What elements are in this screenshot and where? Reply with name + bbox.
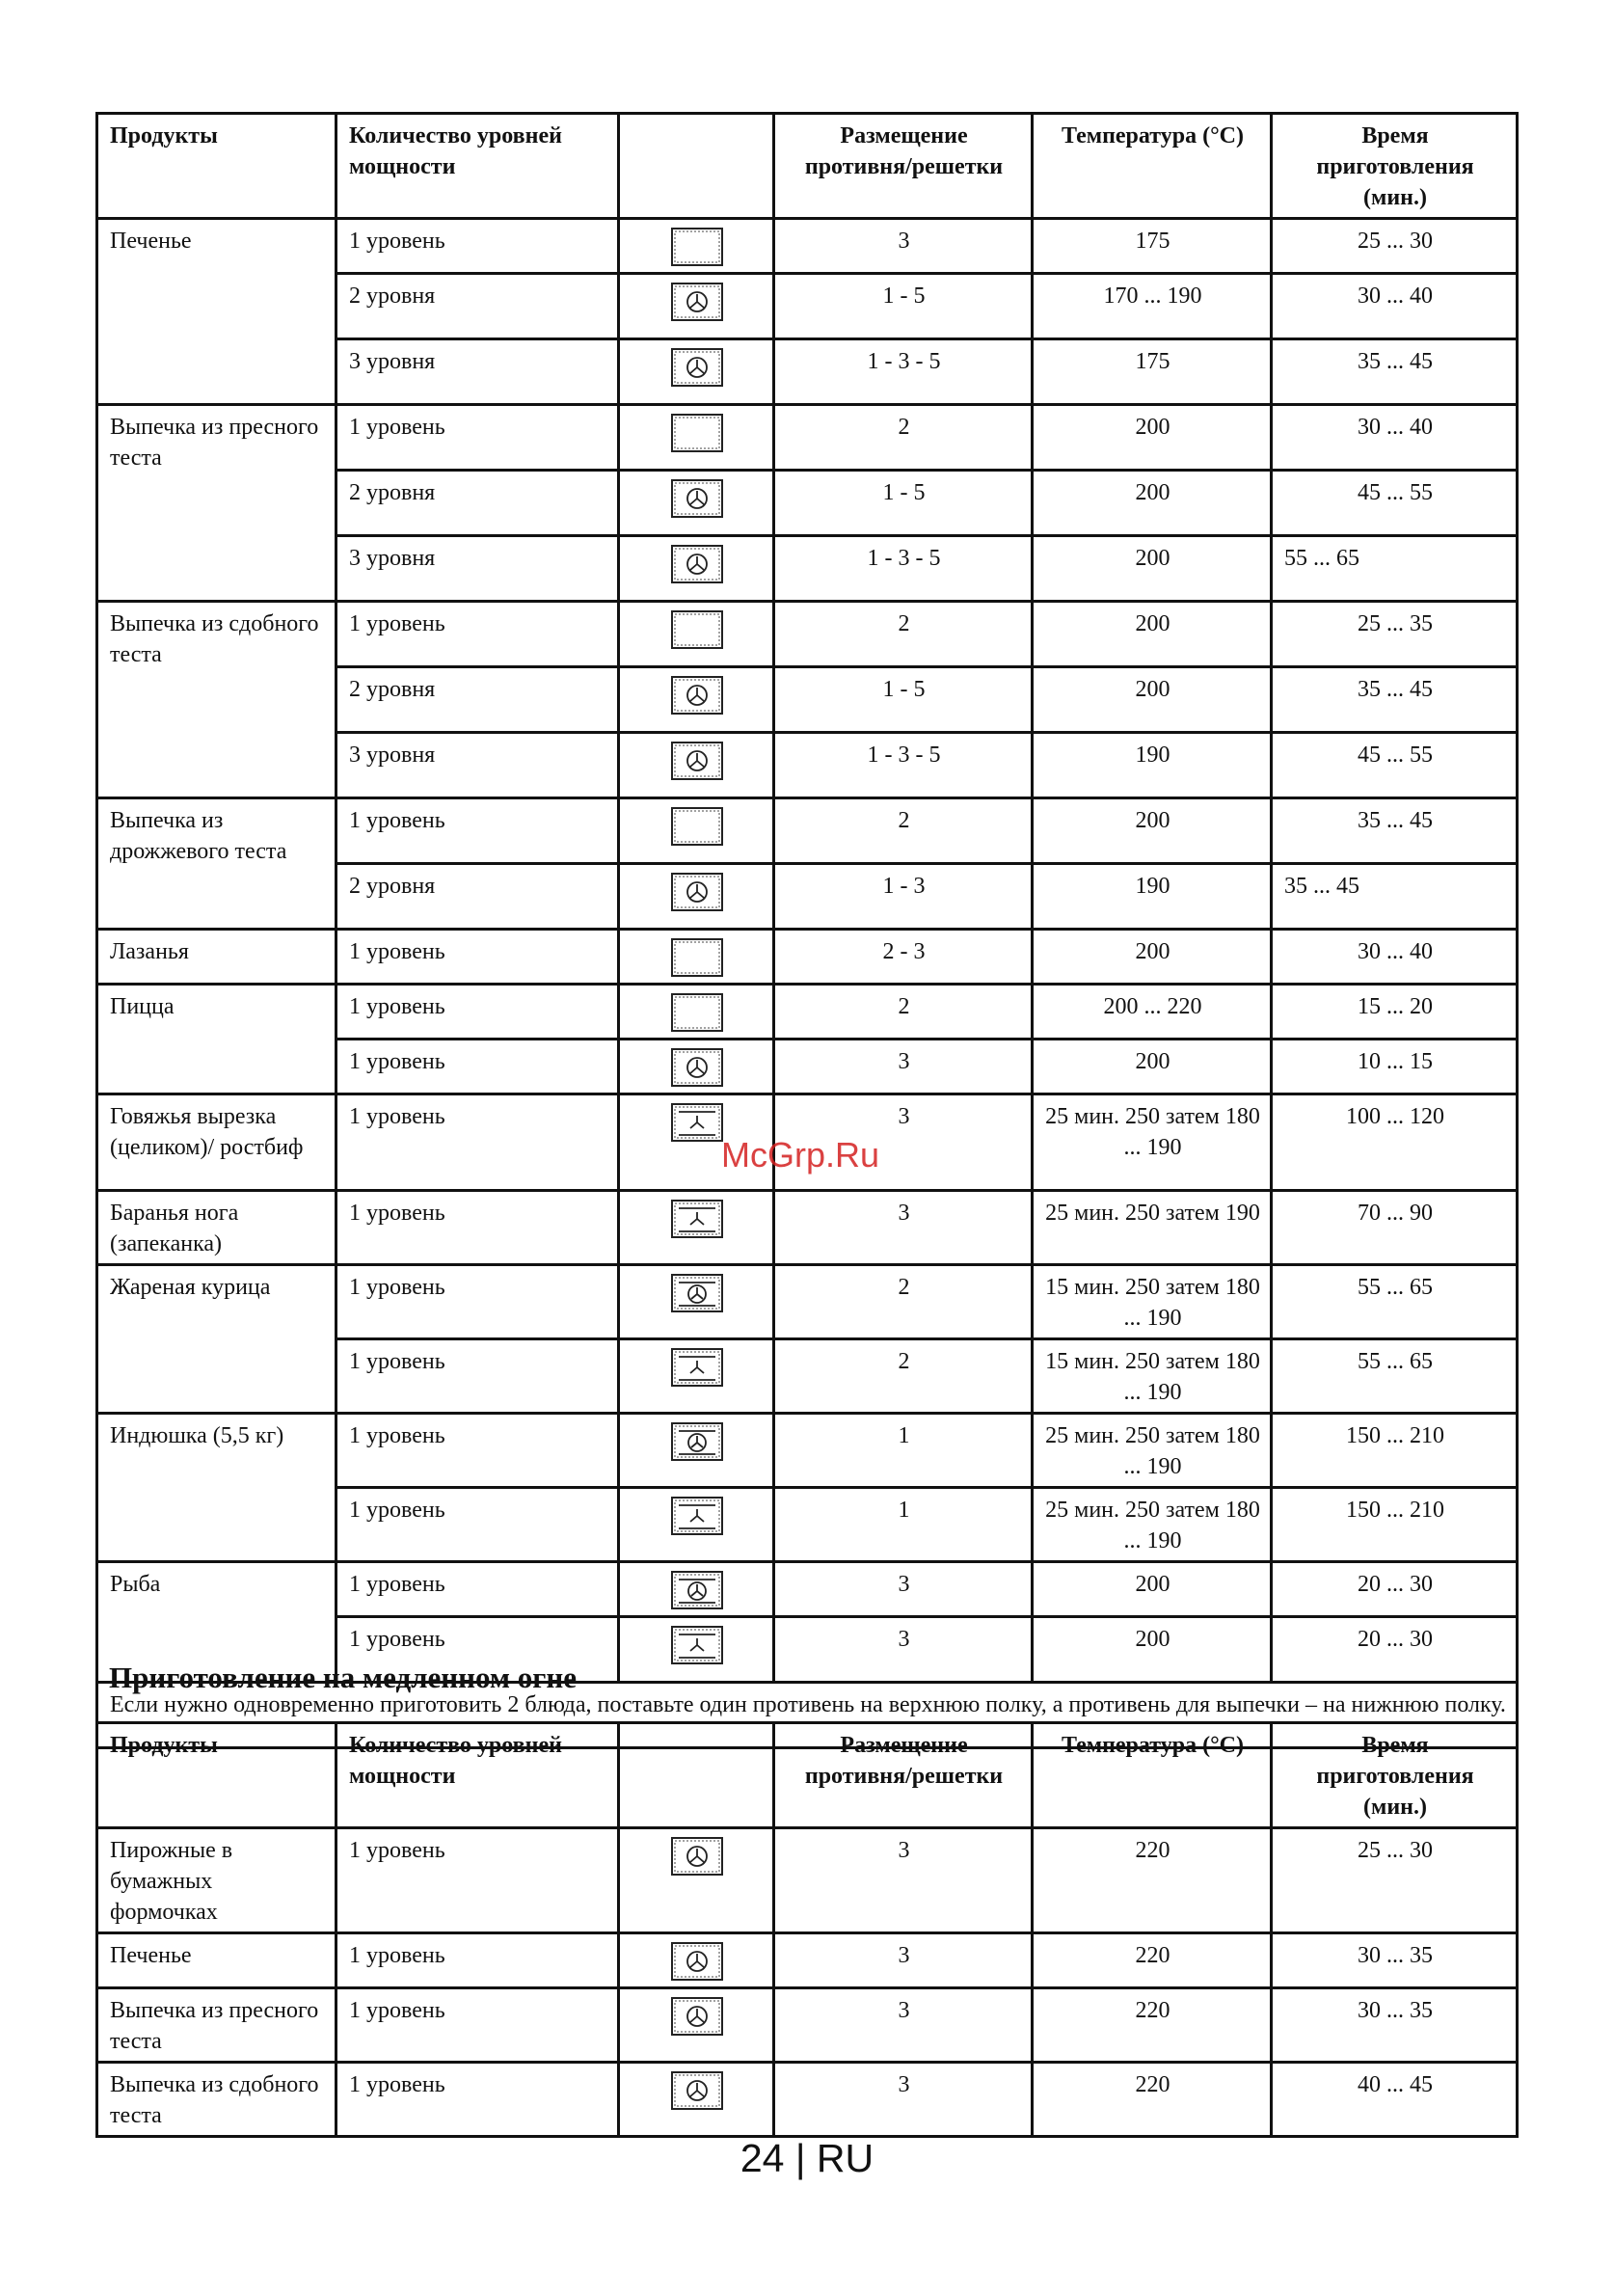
mode-cell (619, 1617, 774, 1683)
fan-heat-icon (669, 2069, 725, 2112)
fan-grill-icon (669, 1495, 725, 1537)
header-time: Время приготовления (мин.) (1272, 1723, 1518, 1828)
time-cell: 45 ... 55 (1272, 471, 1518, 536)
temperature-cell: 175 (1033, 339, 1272, 405)
fan-grill-full-icon (669, 1272, 725, 1314)
temperature-cell: 200 (1033, 1617, 1272, 1683)
static-heat-icon (669, 991, 725, 1034)
time-cell: 30 ... 40 (1272, 274, 1518, 339)
temperature-cell: 200 ... 220 (1033, 985, 1272, 1040)
time-cell: 15 ... 20 (1272, 985, 1518, 1040)
level-cell: 1 уровень (336, 1414, 619, 1488)
placement-cell: 1 - 3 - 5 (774, 339, 1033, 405)
fan-heat-icon (669, 543, 725, 585)
product-cell: Индюшка (5,5 кг) (97, 1414, 336, 1562)
placement-cell: 3 (774, 1562, 1033, 1617)
header-levels: Количество уровней мощности (336, 1723, 619, 1828)
table-row (97, 2063, 1518, 2137)
temperature-cell: 25 мин. 250 затем 180 ... 190 (1033, 1414, 1272, 1488)
page-number: 24 | RU (740, 2136, 874, 2180)
placement-cell: 2 (774, 602, 1033, 667)
placement-cell: 1 - 3 - 5 (774, 733, 1033, 798)
mode-cell (619, 733, 774, 798)
level-cell: 2 уровня (336, 274, 619, 339)
fan-grill-icon (669, 1101, 725, 1144)
fan-grill-icon (669, 1346, 725, 1389)
table-row (97, 1933, 1518, 1988)
placement-cell: 3 (774, 1094, 1033, 1191)
product-cell: Говяжья вырезка (целиком)/ ростбиф (97, 1094, 336, 1191)
mode-cell (619, 1339, 774, 1414)
time-cell: 35 ... 45 (1272, 339, 1518, 405)
product-cell: Баранья нога (запеканка) (97, 1191, 336, 1265)
fan-heat-icon (669, 346, 725, 389)
header-mode (619, 114, 774, 219)
fan-grill-full-icon (669, 1569, 725, 1611)
table-row (97, 930, 1518, 985)
slow-cooking-table (95, 1721, 1519, 2138)
table-row (97, 602, 1518, 667)
mode-cell (619, 2063, 774, 2137)
level-cell: 1 уровень (336, 219, 619, 274)
temperature-cell: 25 мин. 250 затем 180 ... 190 (1033, 1488, 1272, 1562)
product-cell: Выпечка из сдобного теста (97, 602, 336, 798)
fan-heat-icon (669, 674, 725, 716)
time-cell: 40 ... 45 (1272, 2063, 1518, 2137)
static-heat-icon (669, 936, 725, 979)
level-cell: 1 уровень (336, 1828, 619, 1933)
fan-heat-icon (669, 1940, 725, 1983)
table-row (97, 985, 1518, 1040)
table-row (97, 219, 1518, 274)
time-cell: 55 ... 65 (1272, 1265, 1518, 1339)
product-cell: Печенье (97, 1933, 336, 1988)
placement-cell: 2 (774, 985, 1033, 1040)
header-time: Время приготовления (мин.) (1272, 114, 1518, 219)
fan-heat-icon (669, 281, 725, 323)
fan-grill-full-icon (669, 1420, 725, 1463)
placement-cell: 1 - 5 (774, 667, 1033, 733)
time-cell: 30 ... 40 (1272, 405, 1518, 471)
placement-cell: 2 (774, 1339, 1033, 1414)
level-cell: 2 уровня (336, 471, 619, 536)
temperature-cell: 15 мин. 250 затем 180 ... 190 (1033, 1265, 1272, 1339)
temperature-cell: 200 (1033, 667, 1272, 733)
table-row (97, 1265, 1518, 1339)
time-cell: 35 ... 45 (1272, 864, 1518, 930)
time-cell: 45 ... 55 (1272, 733, 1518, 798)
mode-cell (619, 1040, 774, 1094)
header-levels: Количество уровней мощности (336, 114, 619, 219)
product-cell: Пицца (97, 985, 336, 1094)
fan-heat-icon (669, 1046, 725, 1089)
temperature-cell: 25 мин. 250 затем 190 (1033, 1191, 1272, 1265)
fan-heat-icon (669, 1835, 725, 1877)
product-cell: Жареная курица (97, 1265, 336, 1414)
temperature-cell: 200 (1033, 930, 1272, 985)
placement-cell: 2 - 3 (774, 930, 1033, 985)
static-heat-icon (669, 608, 725, 651)
mode-cell (619, 667, 774, 733)
table-row (97, 1414, 1518, 1488)
mode-cell (619, 930, 774, 985)
product-cell: Пирожные в бумажных формочках (97, 1828, 336, 1933)
placement-cell: 1 - 5 (774, 274, 1033, 339)
mode-cell (619, 1414, 774, 1488)
temperature-cell: 190 (1033, 733, 1272, 798)
level-cell: 2 уровня (336, 667, 619, 733)
header-products: Продукты (97, 114, 336, 219)
mode-cell (619, 471, 774, 536)
table-row (97, 798, 1518, 864)
time-cell: 20 ... 30 (1272, 1562, 1518, 1617)
temperature-cell: 15 мин. 250 затем 180 ... 190 (1033, 1339, 1272, 1414)
product-cell: Лазанья (97, 930, 336, 985)
table-header-row (97, 114, 1518, 219)
mode-cell (619, 219, 774, 274)
time-cell: 20 ... 30 (1272, 1617, 1518, 1683)
time-cell: 30 ... 40 (1272, 930, 1518, 985)
level-cell: 1 уровень (336, 1339, 619, 1414)
mode-cell (619, 864, 774, 930)
placement-cell: 2 (774, 798, 1033, 864)
level-cell: 1 уровень (336, 1265, 619, 1339)
level-cell: 1 уровень (336, 1562, 619, 1617)
temperature-cell: 200 (1033, 1562, 1272, 1617)
placement-cell: 3 (774, 2063, 1033, 2137)
fan-heat-icon (669, 477, 725, 520)
mode-cell (619, 339, 774, 405)
temperature-cell: 170 ... 190 (1033, 274, 1272, 339)
level-cell: 1 уровень (336, 1617, 619, 1683)
time-cell: 30 ... 35 (1272, 1988, 1518, 2063)
mode-cell (619, 798, 774, 864)
level-cell: 1 уровень (336, 985, 619, 1040)
temperature-cell: 200 (1033, 471, 1272, 536)
temperature-cell: 220 (1033, 1988, 1272, 2063)
level-cell: 3 уровня (336, 339, 619, 405)
mode-cell (619, 1488, 774, 1562)
placement-cell: 1 (774, 1488, 1033, 1562)
placement-cell: 2 (774, 1265, 1033, 1339)
table-note: Если нужно одновременно приготовить 2 блюда, поставьте один противень на верхнюю полку, а противень для выпечки – на нижнюю полку. (97, 1683, 1518, 1748)
temperature-cell: 200 (1033, 798, 1272, 864)
product-cell: Выпечка из сдобного теста (97, 2063, 336, 2137)
temperature-cell: 175 (1033, 219, 1272, 274)
product-cell: Рыба (97, 1562, 336, 1683)
static-heat-icon (669, 412, 725, 454)
header-temperature: Температура (°C) (1033, 114, 1272, 219)
time-cell: 70 ... 90 (1272, 1191, 1518, 1265)
temperature-cell: 220 (1033, 1828, 1272, 1933)
placement-cell: 3 (774, 1828, 1033, 1933)
placement-cell: 1 - 3 (774, 864, 1033, 930)
table-row (97, 1828, 1518, 1933)
header-temperature: Температура (°C) (1033, 1723, 1272, 1828)
placement-cell: 3 (774, 219, 1033, 274)
temperature-cell: 200 (1033, 405, 1272, 471)
placement-cell: 2 (774, 405, 1033, 471)
mode-cell (619, 274, 774, 339)
level-cell: 1 уровень (336, 2063, 619, 2137)
product-cell: Выпечка из дрожжевого теста (97, 798, 336, 930)
placement-cell: 1 - 5 (774, 471, 1033, 536)
level-cell: 1 уровень (336, 1191, 619, 1265)
mode-cell (619, 1562, 774, 1617)
table-row (97, 1988, 1518, 2063)
level-cell: 1 уровень (336, 798, 619, 864)
temperature-cell: 200 (1033, 1040, 1272, 1094)
mode-cell (619, 602, 774, 667)
fan-heat-icon (669, 1995, 725, 2038)
time-cell: 150 ... 210 (1272, 1414, 1518, 1488)
header-placement: Размещение противня/решетки (774, 1723, 1033, 1828)
level-cell: 2 уровня (336, 864, 619, 930)
temperature-cell: 200 (1033, 536, 1272, 602)
time-cell: 100 ... 120 (1272, 1094, 1518, 1191)
time-cell: 35 ... 45 (1272, 667, 1518, 733)
table-header-row (97, 1723, 1518, 1828)
mode-cell (619, 405, 774, 471)
temperature-cell: 220 (1033, 2063, 1272, 2137)
table-row (97, 1562, 1518, 1617)
level-cell: 1 уровень (336, 405, 619, 471)
mode-cell (619, 1933, 774, 1988)
mode-cell (619, 1191, 774, 1265)
static-heat-icon (669, 226, 725, 268)
fan-grill-icon (669, 1198, 725, 1240)
temperature-cell: 190 (1033, 864, 1272, 930)
temperature-cell: 200 (1033, 602, 1272, 667)
mode-cell (619, 1265, 774, 1339)
level-cell: 1 уровень (336, 602, 619, 667)
temperature-cell: 220 (1033, 1933, 1272, 1988)
mode-cell (619, 985, 774, 1040)
product-cell: Выпечка из пресного теста (97, 1988, 336, 2063)
static-heat-icon (669, 805, 725, 848)
watermark: McGrp.Ru (721, 1135, 880, 1175)
temperature-cell: 25 мин. 250 затем 180 ... 190 (1033, 1094, 1272, 1191)
placement-cell: 3 (774, 1617, 1033, 1683)
level-cell: 3 уровня (336, 733, 619, 798)
placement-cell: 3 (774, 1191, 1033, 1265)
time-cell: 25 ... 30 (1272, 1828, 1518, 1933)
level-cell: 1 уровень (336, 930, 619, 985)
time-cell: 55 ... 65 (1272, 1339, 1518, 1414)
product-cell: Печенье (97, 219, 336, 405)
level-cell: 1 уровень (336, 1040, 619, 1094)
placement-cell: 3 (774, 1040, 1033, 1094)
product-cell: Выпечка из пресного теста (97, 405, 336, 602)
fan-heat-icon (669, 871, 725, 913)
time-cell: 55 ... 65 (1272, 536, 1518, 602)
time-cell: 25 ... 30 (1272, 219, 1518, 274)
level-cell: 3 уровня (336, 536, 619, 602)
time-cell: 35 ... 45 (1272, 798, 1518, 864)
placement-cell: 1 - 3 - 5 (774, 536, 1033, 602)
time-cell: 25 ... 35 (1272, 602, 1518, 667)
fan-grill-icon (669, 1624, 725, 1666)
time-cell: 150 ... 210 (1272, 1488, 1518, 1562)
time-cell: 10 ... 15 (1272, 1040, 1518, 1094)
cooking-table (95, 112, 1519, 1749)
placement-cell: 3 (774, 1988, 1033, 2063)
placement-cell: 1 (774, 1414, 1033, 1488)
mode-cell (619, 536, 774, 602)
table-row (97, 405, 1518, 471)
level-cell: 1 уровень (336, 1988, 619, 2063)
level-cell: 1 уровень (336, 1488, 619, 1562)
section-title: Приготовление на медленном огне (109, 1661, 577, 1694)
level-cell: 1 уровень (336, 1094, 619, 1191)
header-products: Продукты (97, 1723, 336, 1828)
mode-cell (619, 1988, 774, 2063)
level-cell: 1 уровень (336, 1933, 619, 1988)
fan-heat-icon (669, 740, 725, 782)
header-placement: Размещение противня/решетки (774, 114, 1033, 219)
mode-cell (619, 1828, 774, 1933)
table-row (97, 1191, 1518, 1265)
time-cell: 30 ... 35 (1272, 1933, 1518, 1988)
header-mode (619, 1723, 774, 1828)
placement-cell: 3 (774, 1933, 1033, 1988)
